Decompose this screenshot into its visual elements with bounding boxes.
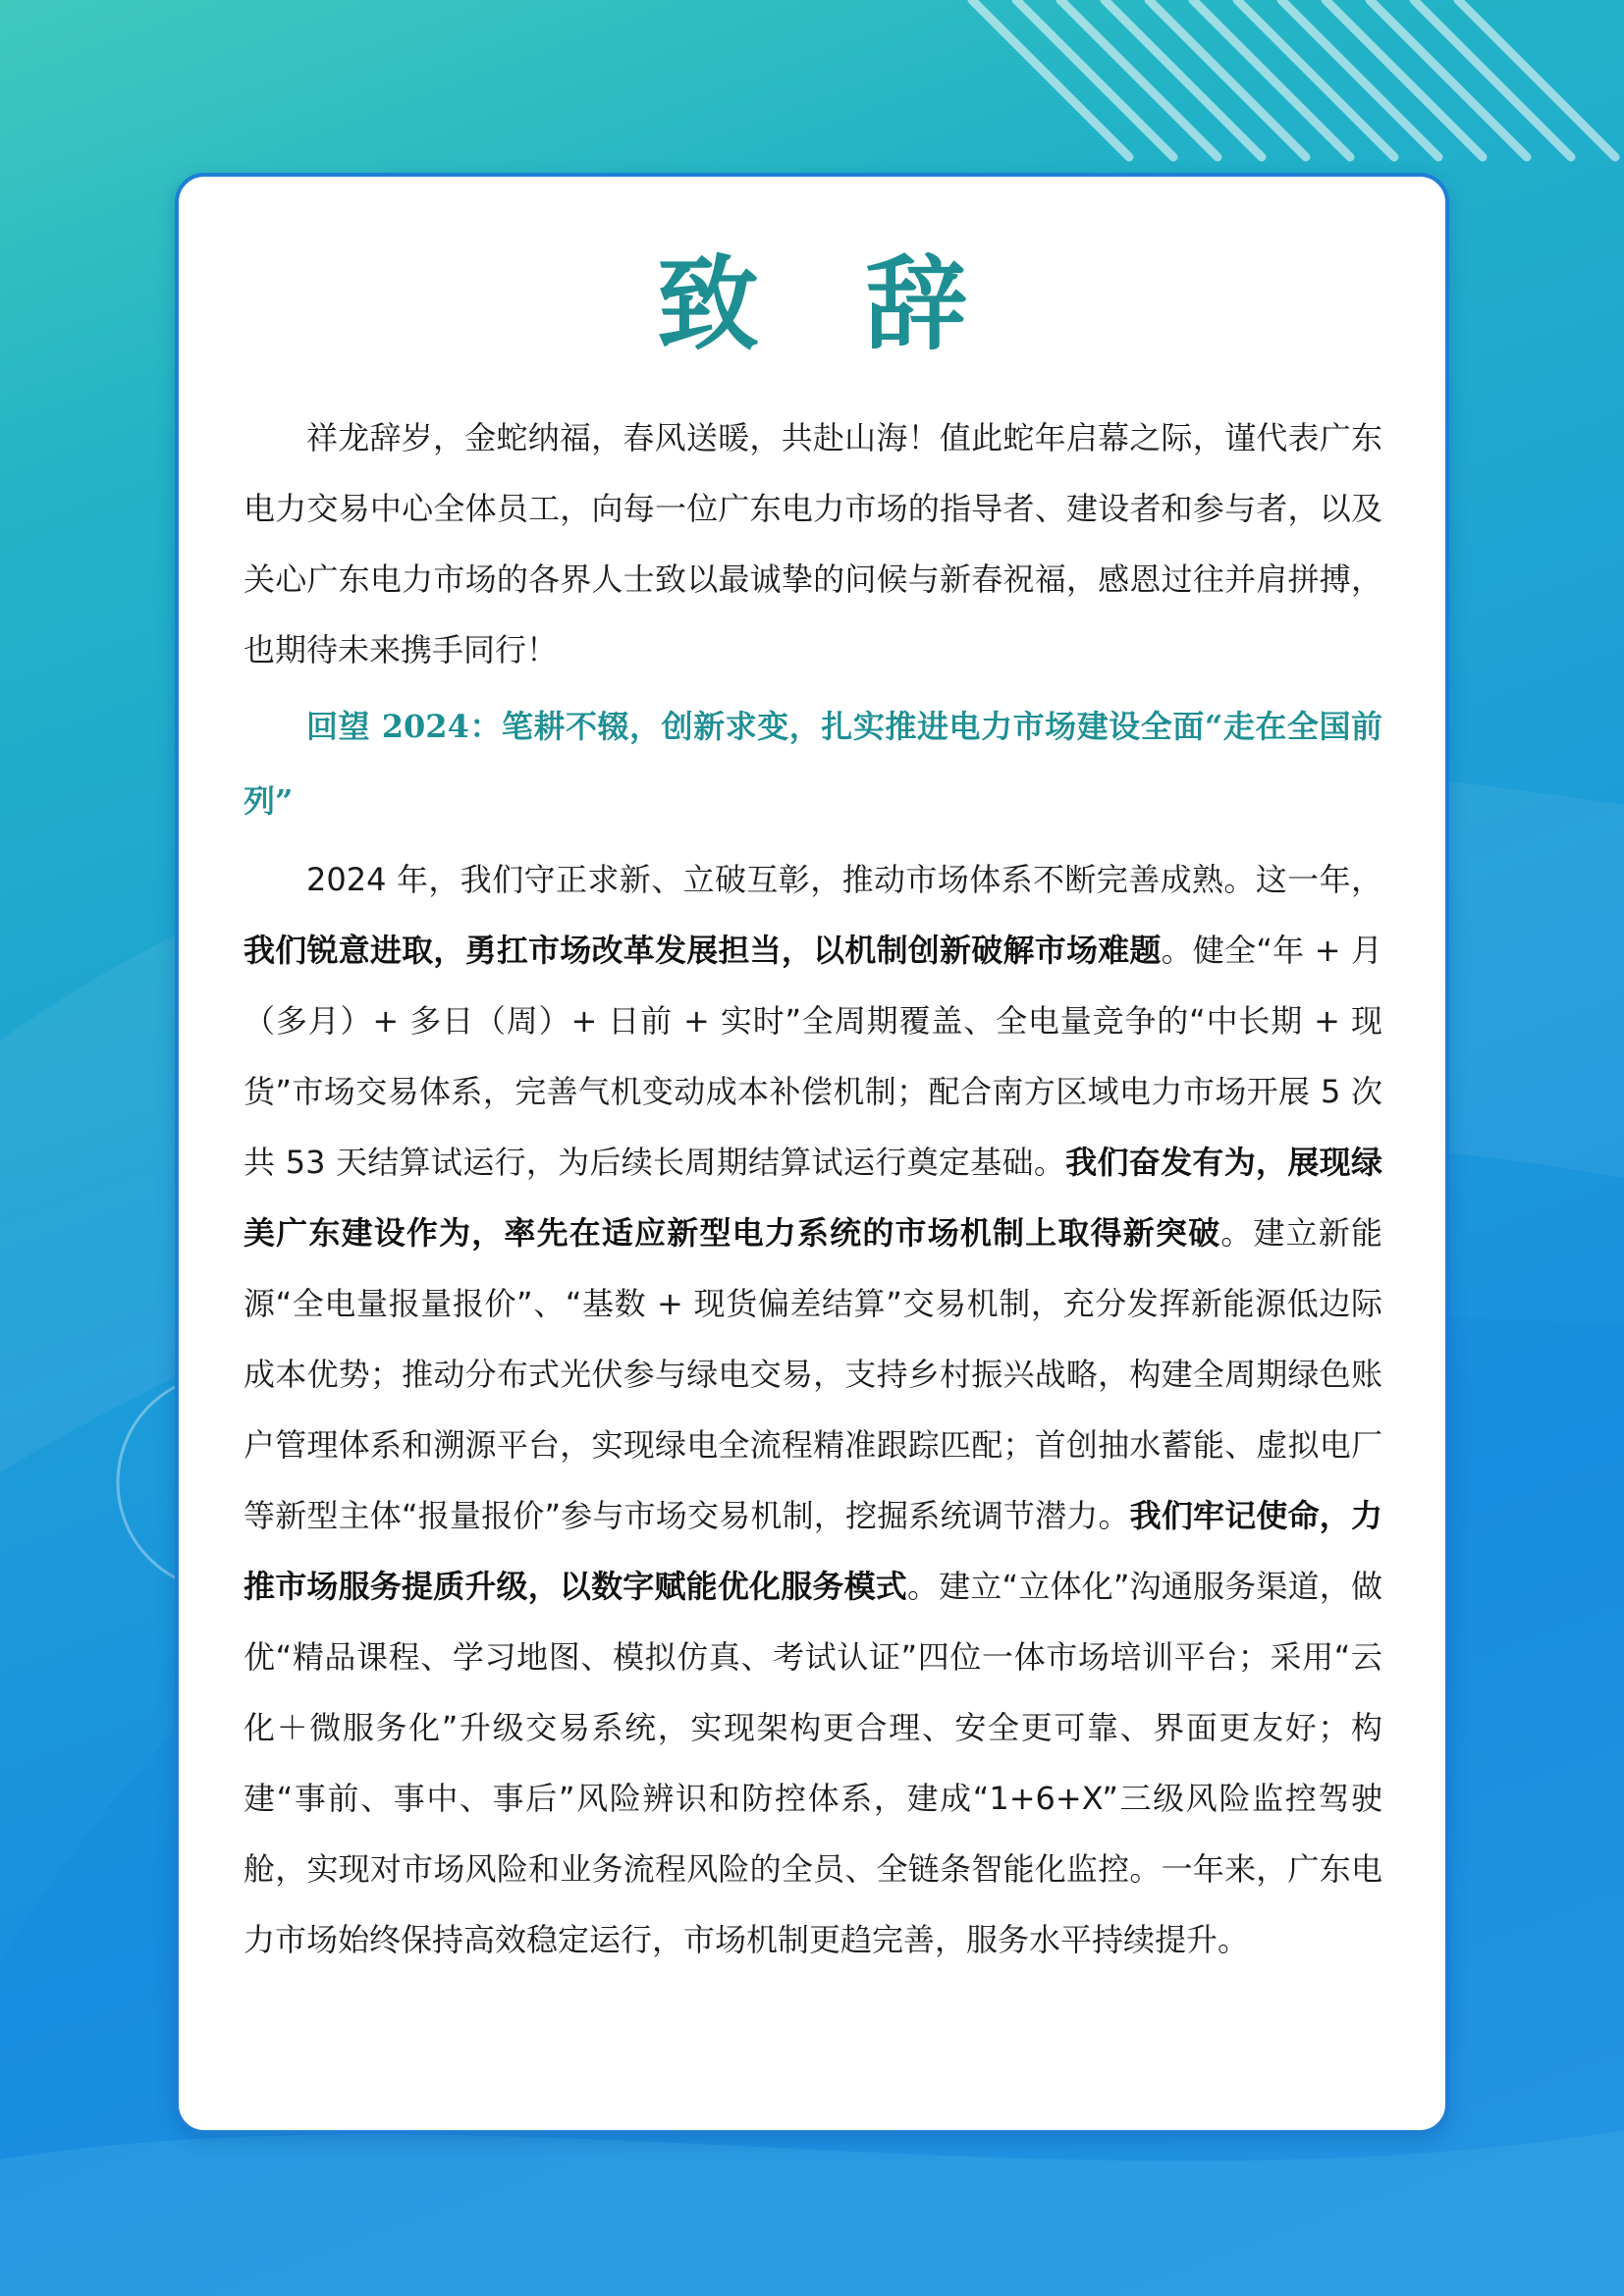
review-paragraph <box>244 844 1382 1975</box>
review-text-2: 。健全“年 + 月（多月）+ 多日（周）+ 日前 + 实时”全周期覆盖、全电量竞争的“中长期 + 现货”市场交易体系，完善气机变动成本补偿机制；配合南方区域电力市场开展 5 次共 53 天结算试运行，为后续长周期结算试运行奠定基础。 <box>244 932 1382 1181</box>
review-text-4: 。建立“立体化”沟通服务渠道，做优“精品课程、学习地图、模拟仿真、考试认证”四位一体市场培训平台；采用“云化＋微服务化”升级交易系统，实现架构更合理、安全更可靠、界面更友好；构建“事前、事中、事后”风险辨识和防控体系，建成“1+6+X”三级风险监控驾驶舱，实现对市场风险和业务流程风险的全员、全链条智能化监控。一年来，广东电力市场始终保持高效稳定运行，市场机制更趋完善，服务水平持续提升。 <box>244 1568 1382 1958</box>
section-heading: 回望 2024：笔耕不辍，创新求变，扎实推进电力市场建设全面“走在全国前列” <box>244 708 1382 820</box>
review-text-1: 2024 年，我们守正求新、立破互彰，推动市场体系不断完善成熟。这一年， <box>306 861 1382 898</box>
intro-paragraph: 祥龙辞岁，金蛇纳福，春风送暖，共赴山海！值此蛇年启幕之际，谨代表广东电力交易中心全体员工，向每一位广东电力市场的指导者、建设者和参与者，以及关心广东电力市场的各界人士致以最诚挚的问候与新春祝福，感恩过往并肩拼搏，也期待未来携手同行！ <box>244 419 1382 668</box>
page-title: 致 辞 <box>656 244 1003 364</box>
review-bold-1: 我们锐意进取，勇扛市场改革发展担当，以机制创新破解市场难题 <box>244 932 1162 969</box>
review-bold-3: 我们牢记使命，力推市场服务提质升级，以数字赋能优化服务模式 <box>244 1497 1382 1605</box>
review-text-3: 。建立新能源“全电量报量报价”、“基数 + 现货偏差结算”交易机制，充分发挥新能源低边际成本优势；推动分布式光伏参与绿电交易，支持乡村振兴战略，构建全周期绿色账户管理体系和溯源平台，实现绿电全流程精准跟踪匹配；首创抽水蓄能、虚拟电厂等新型主体“报量报价”参与市场交易机制，挖掘系统调节潜力。 <box>244 1214 1382 1534</box>
body-text <box>244 402 1382 1975</box>
review-bold-2: 我们奋发有为，展现绿美广东建设作为，率先在适应新型电力系统的市场机制上取得新突破 <box>244 1144 1382 1252</box>
bg-stripes <box>972 0 1615 157</box>
